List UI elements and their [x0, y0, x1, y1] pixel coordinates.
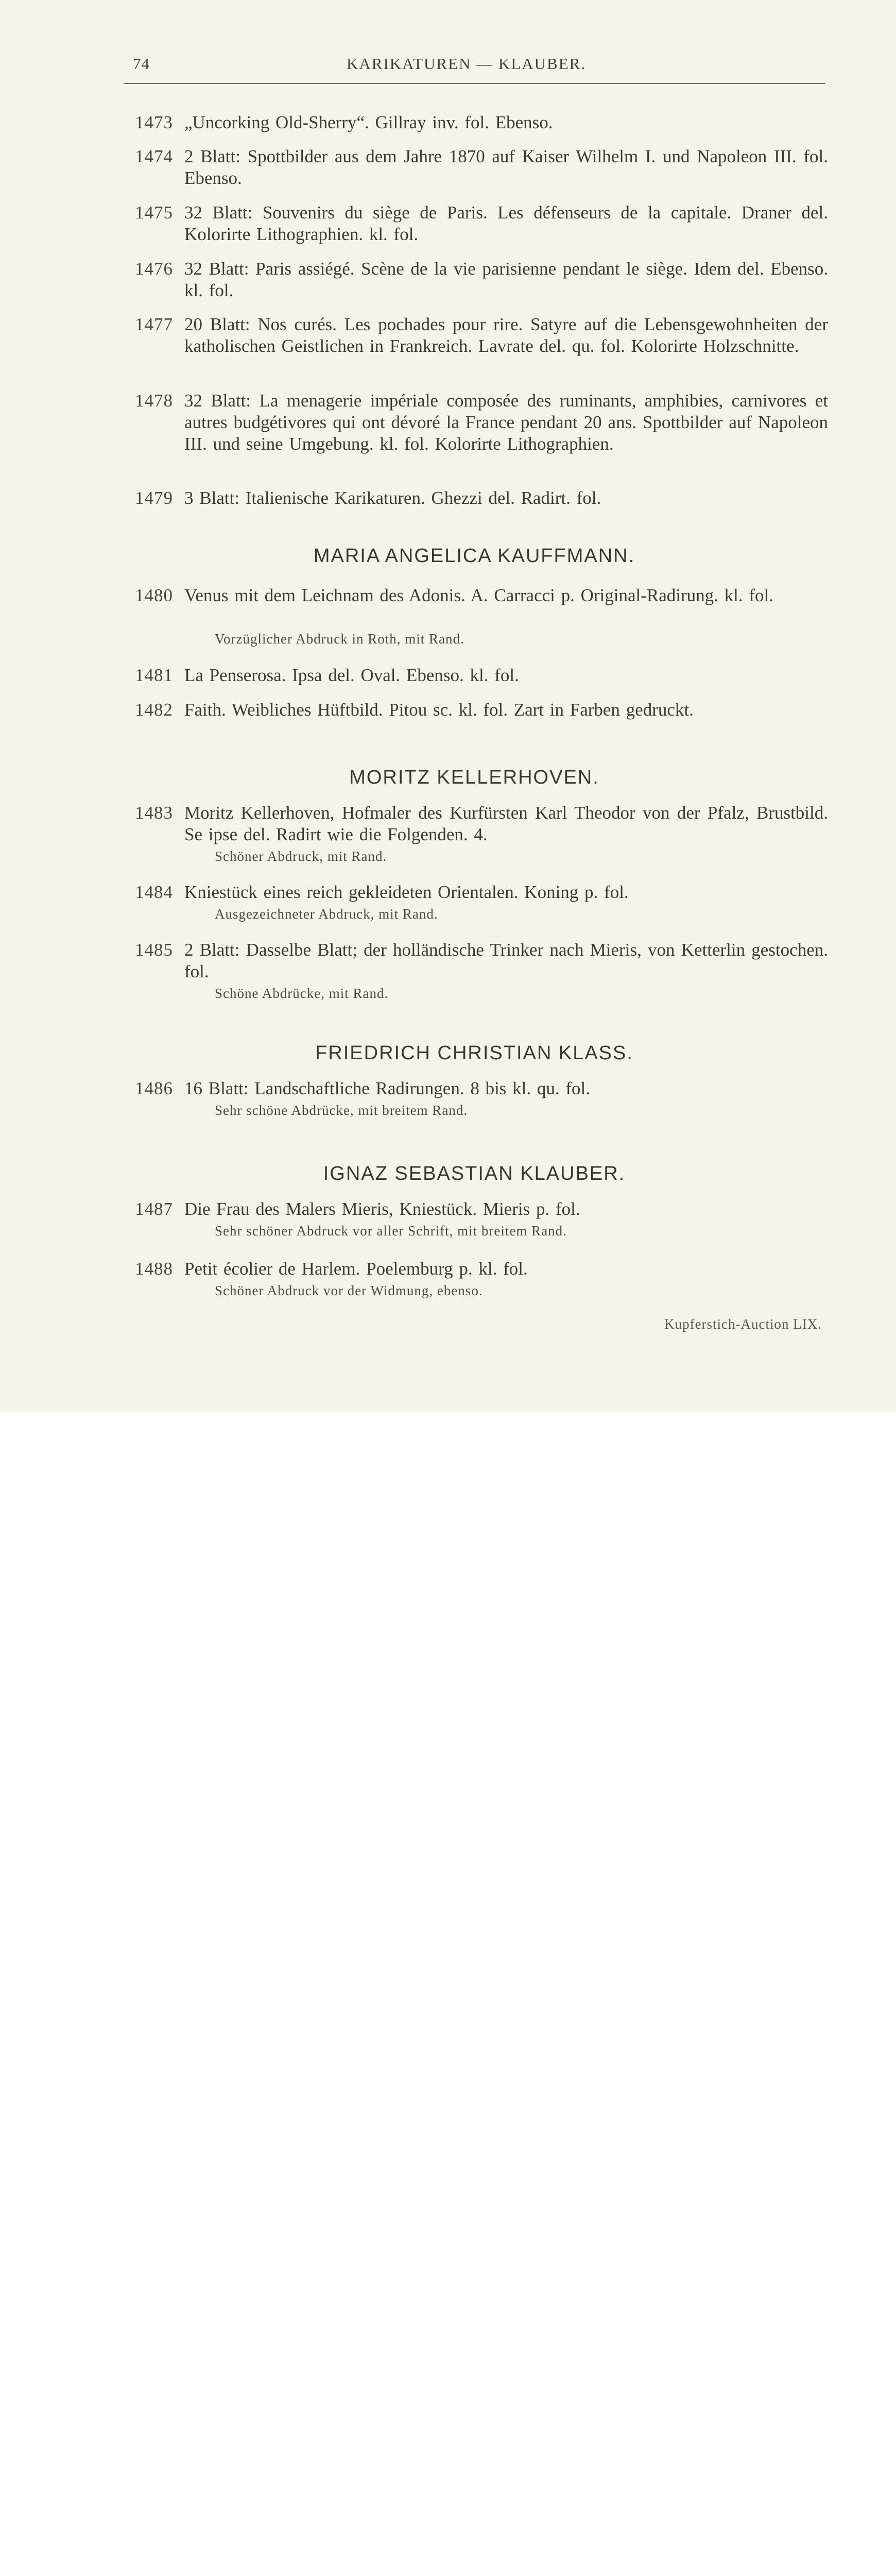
entry-number: 1488 [135, 1259, 173, 1279]
entry-number: 1482 [135, 700, 173, 720]
entry-text: Faith. Weibliches Hüftbild. Pitou sc. kl. fol. Zart in Farben gedruckt. [184, 700, 694, 720]
entry-text: Moritz Kellerhoven, Hofmaler des Kurfürsten Karl Theodor von der Pfalz, Brustbild. Se ipse del. Radirt wie die Folgenden. 4. [184, 803, 828, 844]
entry-number: 1486 [135, 1078, 173, 1098]
entry-number: 1475 [135, 202, 173, 223]
entry-note: Schöner Abdruck vor der Widmung, ebenso. [215, 1283, 483, 1298]
entry-number: 1487 [135, 1199, 173, 1219]
page-number: 74 [133, 55, 150, 73]
entry-number: 1478 [135, 391, 173, 411]
entry-number: 1479 [135, 488, 173, 508]
entry-number: 1477 [135, 314, 173, 334]
entry-text: Venus mit dem Leichnam des Adonis. A. Carracci p. Original-Radirung. kl. fol. [184, 585, 774, 605]
entry-text: 20 Blatt: Nos curés. Les pochades pour rire. Satyre auf die Lebensgewohnheiten der katholischen Geistlichen in Frankreich. Lavrate del. qu. fol. Kolorirte Holzschnitte. [184, 314, 828, 356]
entry-text: La Penserosa. Ipsa del. Oval. Ebenso. kl. fol. [184, 665, 519, 685]
entry-text: 32 Blatt: Paris assiégé. Scène de la vie parisienne pendant le siège. Idem del. Ebenso. kl. fol. [184, 259, 828, 300]
entry-text: 32 Blatt: La menagerie impériale composée des ruminants, amphibies, carnivores et autres budgétivores qui ont dévoré la France pendant 20 ans. Spottbilder auf Napoleon III. und seine Umgebung. kl. fol. Kolorirte Lithographien. [184, 391, 828, 454]
entry-text: 32 Blatt: Souvenirs du siège de Paris. Les défenseurs de la capitale. Draner del. Kolorirte Lithographien. kl. fol. [184, 202, 828, 244]
entry-text: 2 Blatt: Dasselbe Blatt; der holländische Trinker nach Mieris, von Ketterlin gestochen. fol. [184, 940, 828, 981]
entry-text: 3 Blatt: Italienische Karikaturen. Ghezzi del. Radirt. fol. [184, 488, 601, 508]
entry-number: 1480 [135, 585, 173, 605]
entry-number: 1476 [135, 259, 173, 279]
entry-number: 1483 [135, 803, 173, 823]
entry-number: 1474 [135, 146, 173, 166]
catalog-reference: Kupferstich-Auction LIX. [664, 1316, 822, 1332]
section-heading: MORITZ KELLERHOVEN. [349, 767, 599, 788]
running-title: KARIKATUREN — KLAUBER. [347, 55, 587, 73]
section-heading: IGNAZ SEBASTIAN KLAUBER. [323, 1163, 626, 1184]
entry-text: 16 Blatt: Landschaftliche Radirungen. 8 bis kl. qu. fol. [184, 1078, 591, 1098]
entry-note: Sehr schöner Abdruck vor aller Schrift, mit breitem Rand. [215, 1223, 567, 1239]
entry-number: 1481 [135, 665, 173, 685]
entry-note: Vorzüglicher Abdruck in Roth, mit Rand. [215, 631, 464, 647]
entry-text: Petit écolier de Harlem. Poelemburg p. kl. fol. [184, 1259, 528, 1279]
entry-number: 1484 [135, 882, 173, 902]
entry-text: Die Frau des Malers Mieris, Kniestück. Mieris p. fol. [184, 1199, 580, 1219]
entry-text: „Uncorking Old-Sherry“. Gillray inv. fol. Ebenso. [184, 112, 553, 132]
entry-note: Sehr schöne Abdrücke, mit breitem Rand. [215, 1103, 468, 1118]
entry-text: Kniestück eines reich gekleideten Orientalen. Koning p. fol. [184, 882, 629, 902]
section-heading: FRIEDRICH CHRISTIAN KLASS. [315, 1042, 633, 1064]
entry-number: 1485 [135, 940, 173, 960]
entry-number: 1473 [135, 112, 173, 132]
entry-note: Schöner Abdruck, mit Rand. [215, 849, 387, 864]
entry-note: Ausgezeichneter Abdruck, mit Rand. [215, 906, 438, 922]
header-rule [124, 83, 825, 84]
section-heading: MARIA ANGELICA KAUFFMANN. [313, 545, 635, 567]
digitization-footer [0, 1412, 896, 1498]
entry-text: 2 Blatt: Spottbilder aus dem Jahre 1870 auf Kaiser Wilhelm I. und Napoleon III. fol. Ebenso. [184, 146, 828, 188]
entry-note: Schöne Abdrücke, mit Rand. [215, 986, 389, 1001]
